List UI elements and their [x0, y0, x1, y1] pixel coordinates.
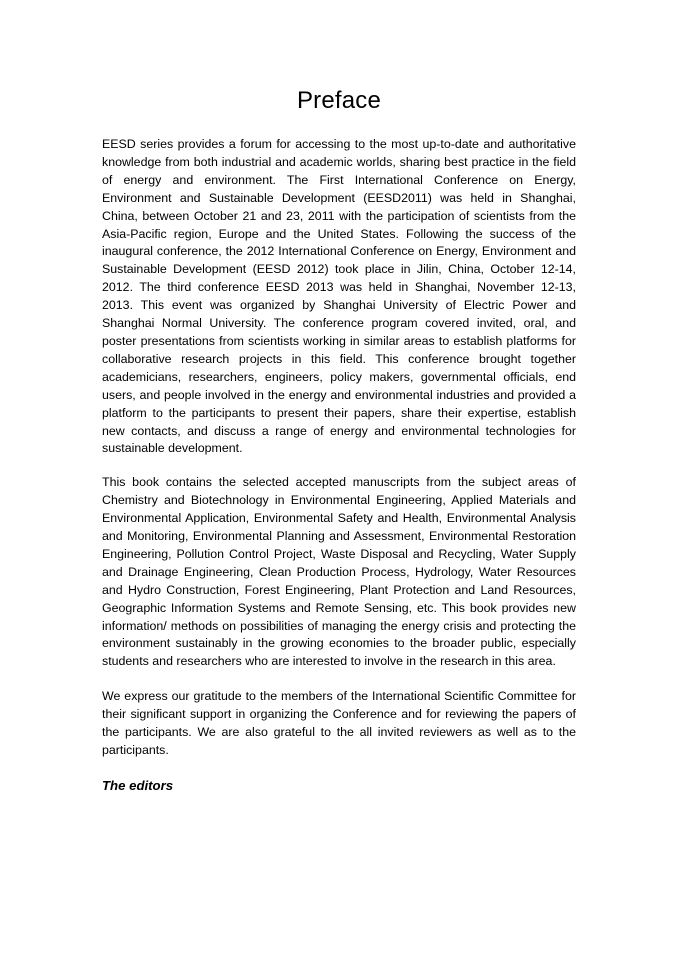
- preface-paragraph-3: We express our gratitude to the members of the International Scientific Committee for their significant support in organizing the Conference and for reviewing the papers of the participants. We are also grateful to the all invited reviewers as well as to the participants.: [102, 689, 576, 757]
- preface-paragraph-1: EESD series provides a forum for accessing to the most up-to-date and authoritative knowledge from both industrial and academic worlds, sharing best practice in the field of energy and environment. The First International Conference on Energy, Environment and Sustainable Development (EESD2011) was held in Shanghai, China, between October 21 and 23, 2011 with the participation of scientists from the Asia-Pacific region, Europe and the United States. Following the success of the inaugural conference, the 2012 International Conference on Energy, Environment and Sustainable Development (EESD 2012) took place in Jilin, China, October 12-14, 2012. The third conference EESD 2013 was held in Shanghai, November 12-13, 2013. This event was organized by Shanghai University of Electric Power and Shanghai Normal University. The conference program covered invited, oral, and poster presentations from scientists working in similar areas to establish platforms for collaborative research projects in this field. This conference brought together academicians, researchers, engineers, policy makers, governmental officials, end users, and people involved in the energy and environmental industries and provided a platform to the participants to present their papers, share their expertise, establish new contacts, and discuss a range of energy and environmental technologies for sustainable development.: [102, 137, 576, 456]
- editors-signature: The editors: [102, 777, 174, 793]
- page-title: Preface: [296, 87, 382, 114]
- preface-paragraph-2: This book contains the selected accepted manuscripts from the subject areas of Chemistry and Biotechnology in Environmental Engineering, Applied Materials and Environmental Application, Environmental Safety and Health, Environmental Analysis and Monitoring, Environmental Planning and Assessment, Environmental Restoration Engineering, Pollution Control Project, Waste Disposal and Recycling, Water Supply and Drainage Engineering, Clean Production Process, Hydrology, Water Resources and Hydro Construction, Forest Engineering, Plant Protection and Land Resources, Geographic Information Systems and Remote Sensing, etc. This book provides new information/ methods on possibilities of managing the energy crisis and protecting the environment sustainably in the growing economies to the broader public, especially students and researchers who are interested to involve in the research in this area.: [102, 475, 576, 669]
- preface-page: [102, 84, 576, 795]
